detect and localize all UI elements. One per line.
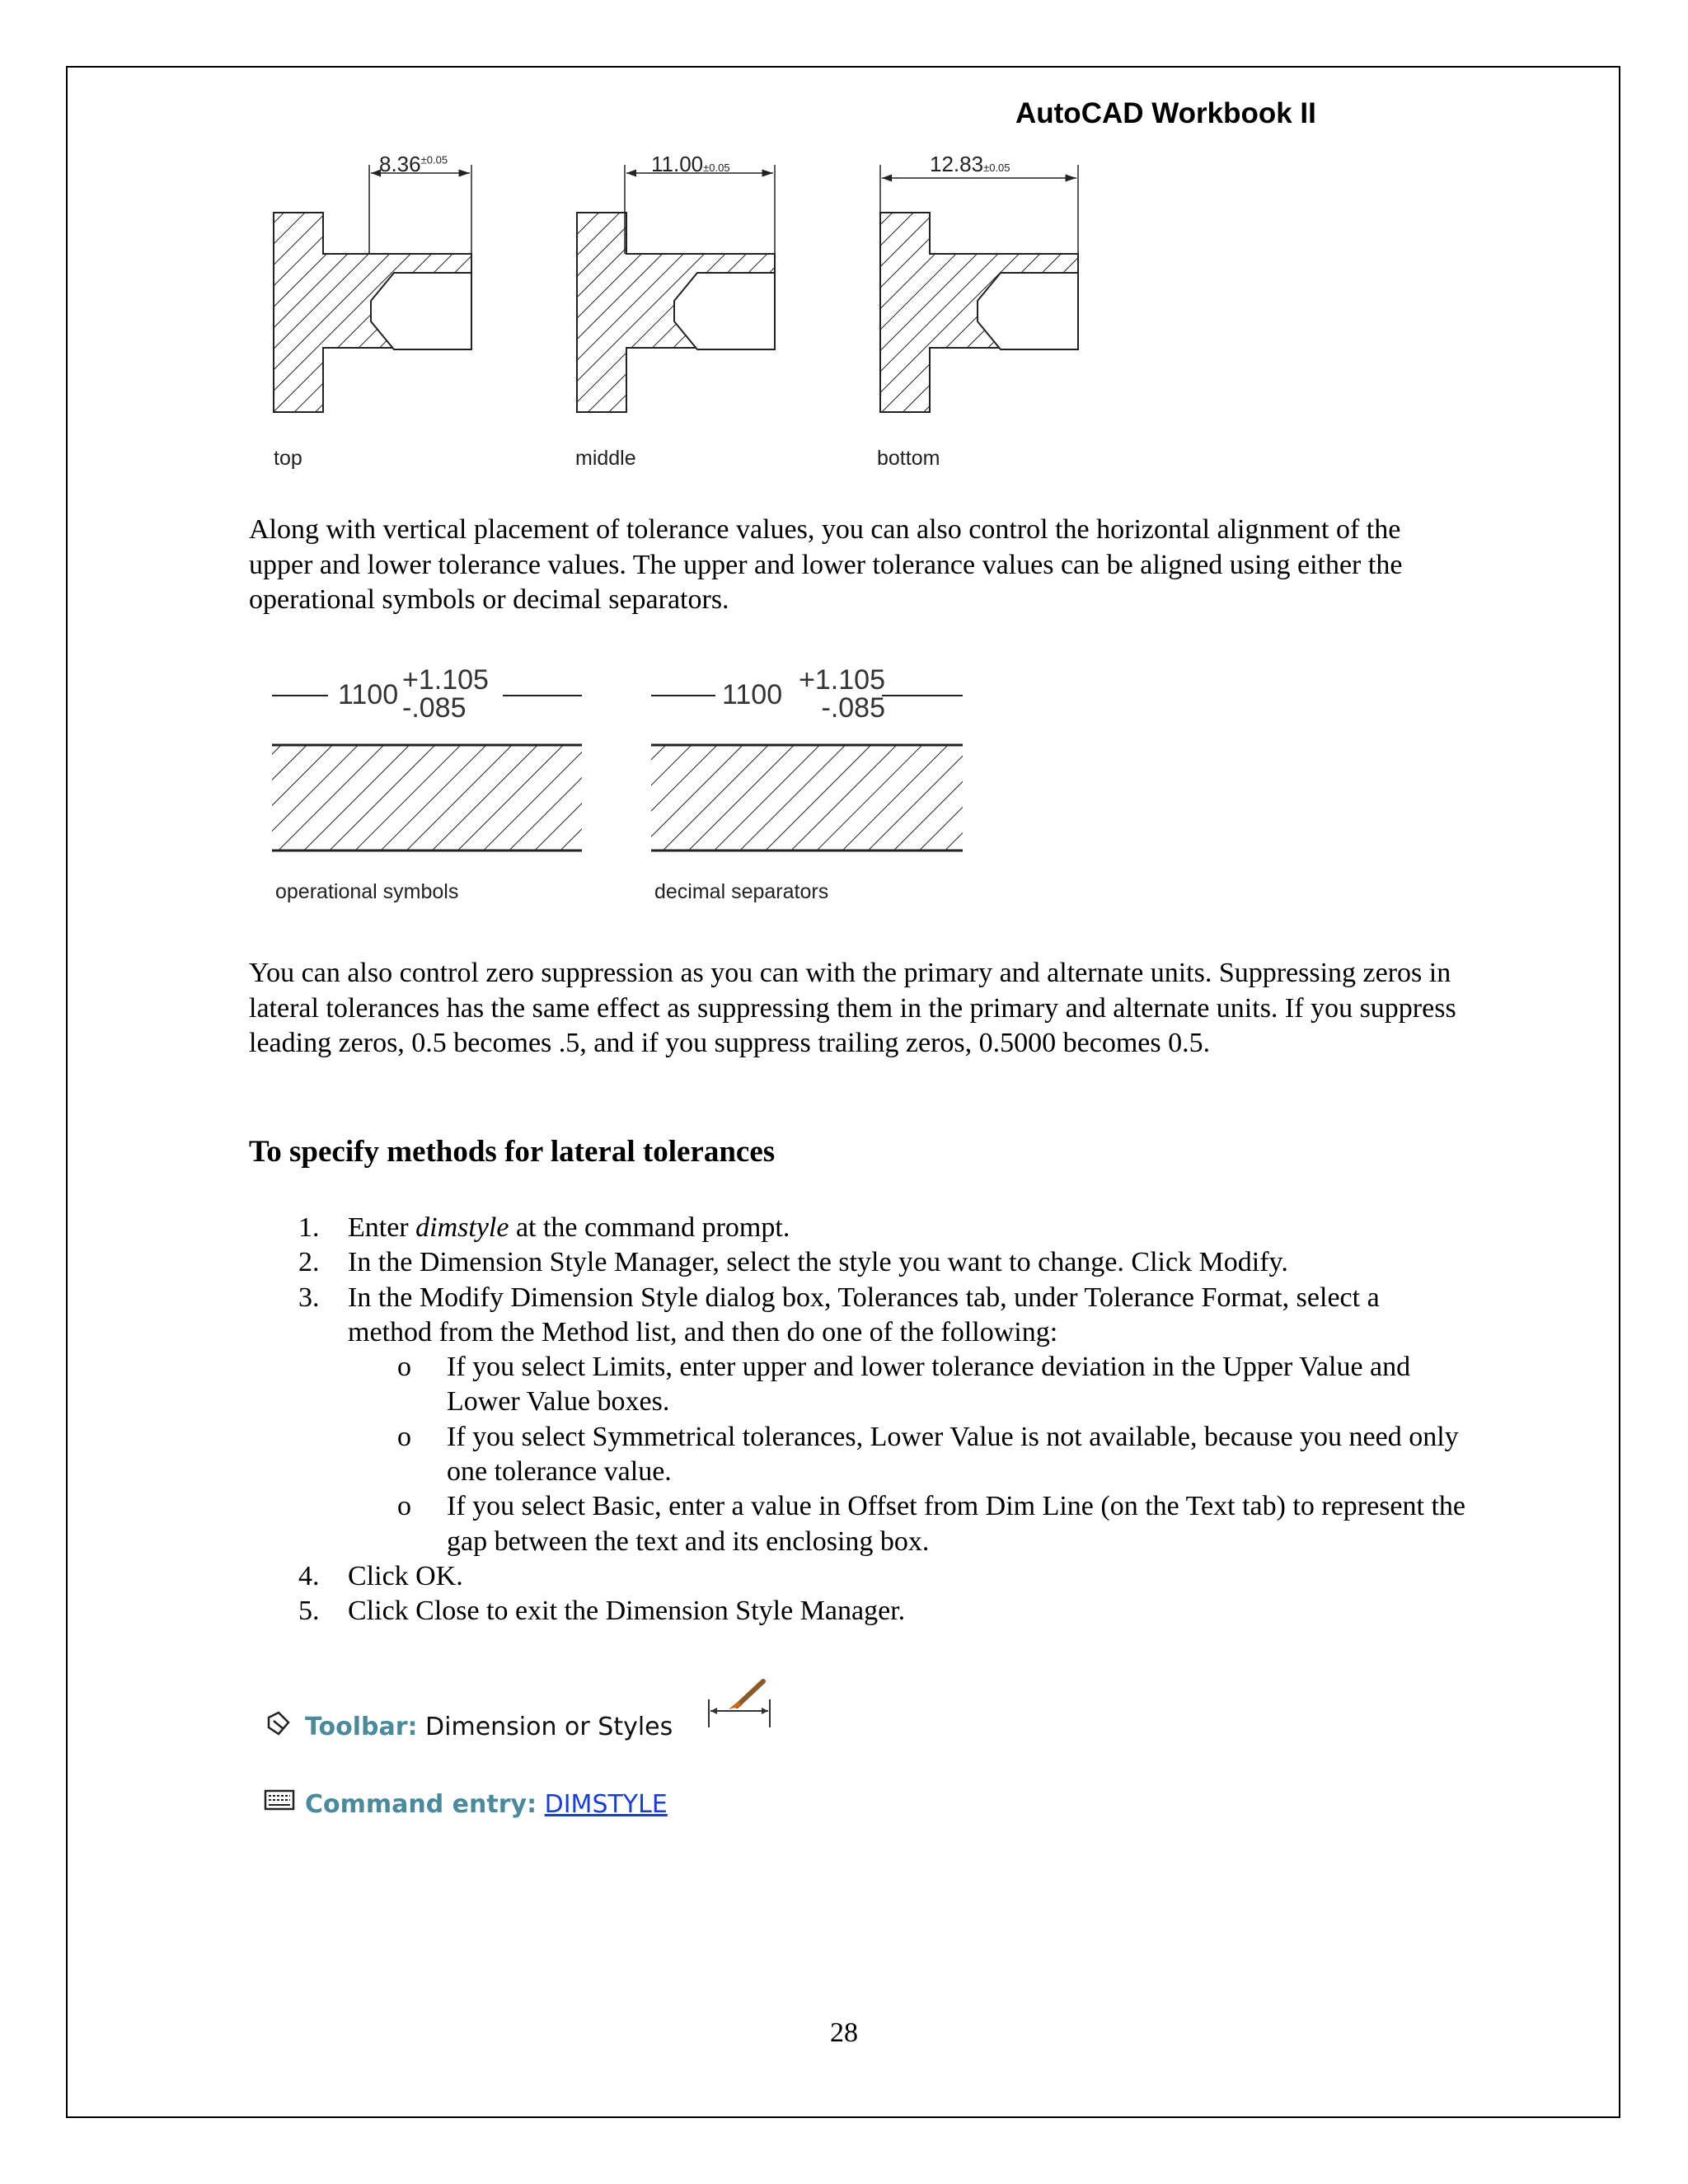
step-1: 1. Enter dimstyle at the command prompt.	[298, 1212, 790, 1243]
figure-label-bottom: bottom	[877, 447, 940, 470]
toolbar-value: Dimension or Styles	[425, 1713, 673, 1741]
paragraph-zero-suppression: You can also control zero suppression as you can with the primary and alternate units. Suppressing zeros in lateral tolerances has the same effect as suppressing them in the primary and alternate units. If you suppress leading zeros, 0.5 becomes .5, and if you suppress trailing zeros, 0.5000 becomes 0.5.	[249, 958, 1456, 1058]
step-2: 2. In the Dimension Style Manager, select the style you want to change. Click Modify.	[298, 1247, 1288, 1278]
dim-tol-top: ±0.05	[420, 153, 448, 166]
command-entry-reference	[262, 1785, 790, 1826]
part-section-middle	[577, 165, 775, 412]
dim-tol-middle: ±0.05	[703, 162, 730, 174]
part-section-bottom	[880, 165, 1078, 412]
figure-label-top: top	[274, 447, 302, 470]
dim-value-bottom: 12.83	[930, 152, 984, 176]
section-heading: To specify methods for lateral tolerances	[249, 1135, 776, 1169]
step-5: 5. Click Close to exit the Dimension Style Manager.	[298, 1596, 906, 1627]
step-3-sub-basic: o If you select Basic, enter a value in Offset from Dim Line (on the Text tab) to represent the gap between the text and its enclosing box.	[397, 1491, 1466, 1557]
page-number: 28	[830, 2018, 858, 2048]
figure-label-operational: operational symbols	[275, 880, 459, 903]
toolbar-label: Toolbar:	[305, 1713, 418, 1741]
command-label: Command entry:	[305, 1790, 537, 1819]
dimension-style-icon[interactable]	[704, 1675, 778, 1732]
page-header-title: AutoCAD Workbook II	[1015, 97, 1316, 129]
step-4: 4. Click OK.	[298, 1560, 463, 1591]
part-section-top	[274, 165, 471, 412]
step-3-sub-limits: o If you select Limits, enter upper and lower tolerance deviation in the Upper Value and Lower Value boxes.	[397, 1352, 1411, 1418]
op-base-value: 1100	[338, 679, 399, 710]
toolbar-icon	[264, 1709, 295, 1741]
paragraph-alignment: Along with vertical placement of tolerance values, you can also control the horizontal alignment of the upper and lower tolerance values. The upper and lower tolerance values can be aligned using either the operational symbols or decimal separators.	[249, 514, 1403, 615]
dec-base-value: 1100	[722, 679, 783, 710]
dec-lower-value: -.085	[821, 692, 885, 724]
dim-value-top: 8.36	[379, 152, 421, 176]
step-3: 3. In the Modify Dimension Style dialog box, Tolerances tab, under Tolerance Format, select a method from the Method list, and then do one of the following:	[298, 1282, 1380, 1347]
step-3-sub-symmetrical: o If you select Symmetrical tolerances, Lower Value is not available, because you need only one tolerance value.	[397, 1421, 1459, 1488]
tolerance-placement-figure	[264, 148, 1104, 478]
dimstyle-link[interactable]: DIMSTYLE	[544, 1790, 668, 1819]
keyboard-icon	[264, 1788, 297, 1813]
dim-value-middle: 11.00	[651, 152, 704, 176]
dec-upper-value: +1.105	[799, 664, 885, 696]
op-upper-value: +1.105	[402, 664, 489, 696]
dim-tol-bottom: ±0.05	[983, 162, 1010, 174]
figure-label-middle: middle	[575, 447, 636, 470]
steps-list	[249, 1211, 1469, 1629]
toolbar-reference	[262, 1708, 790, 1749]
figure-label-decimal: decimal separators	[654, 880, 829, 903]
op-lower-value: -.085	[402, 692, 467, 724]
